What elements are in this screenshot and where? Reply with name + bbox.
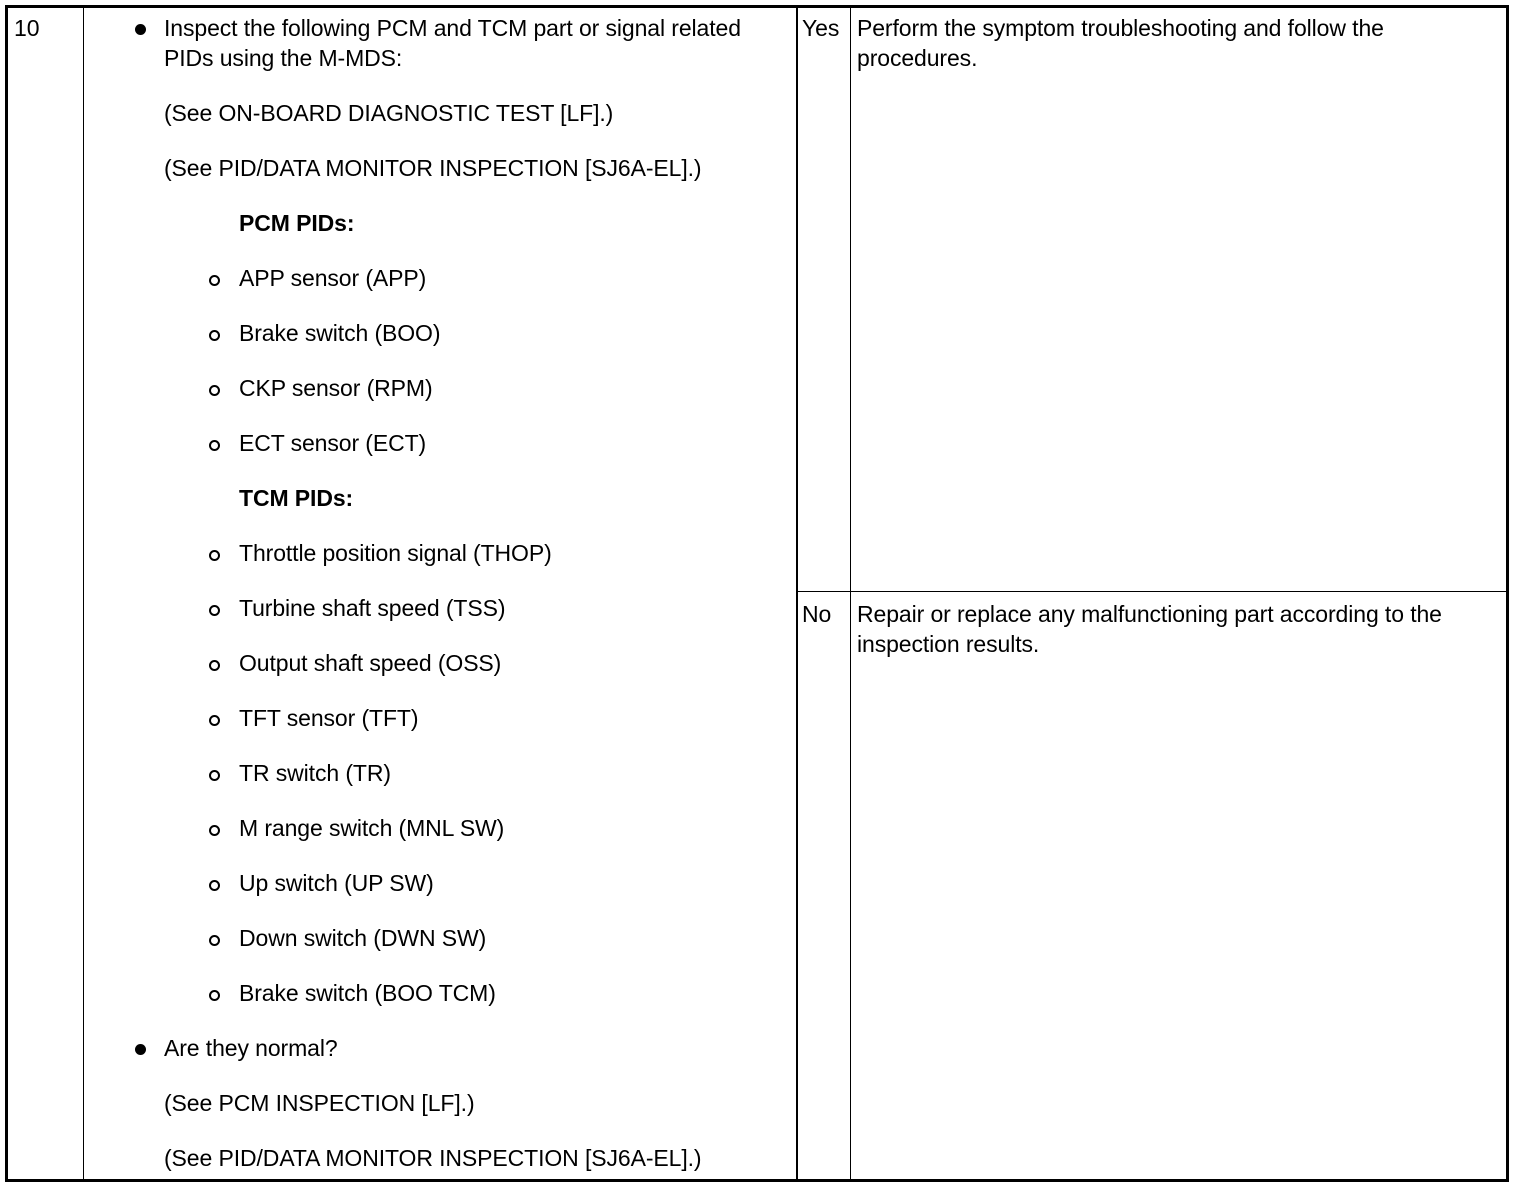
answer-yes: Yes xyxy=(802,15,840,41)
circle-bullet-icon xyxy=(209,605,220,616)
inspect-instruction: Inspect the following PCM and TCM part or signal related PIDs using the M-MDS: xyxy=(164,15,741,71)
pid-item: Up switch (UP SW) xyxy=(239,870,434,896)
diagnostic-step-table xyxy=(5,5,1509,1182)
circle-bullet-icon xyxy=(209,275,220,286)
circle-bullet-icon xyxy=(209,825,220,836)
column-divider xyxy=(796,8,798,1179)
result-row-divider xyxy=(797,591,1506,592)
circle-bullet-icon xyxy=(209,330,220,341)
step-number: 10 xyxy=(14,15,40,41)
pid-item: Brake switch (BOO) xyxy=(239,320,441,346)
column-divider xyxy=(83,8,84,1179)
tcm-pids-heading: TCM PIDs: xyxy=(239,485,354,511)
pid-item: Output shaft speed (OSS) xyxy=(239,650,502,676)
circle-bullet-icon xyxy=(209,880,220,891)
circle-bullet-icon xyxy=(209,660,220,671)
circle-bullet-icon xyxy=(209,550,220,561)
pid-item: CKP sensor (RPM) xyxy=(239,375,433,401)
pcm-pids-heading: PCM PIDs: xyxy=(239,210,355,236)
pid-item: APP sensor (APP) xyxy=(239,265,427,291)
circle-bullet-icon xyxy=(209,770,220,781)
pid-item: ECT sensor (ECT) xyxy=(239,430,427,456)
answer-no: No xyxy=(802,601,832,627)
pid-item: TR switch (TR) xyxy=(239,760,391,786)
reference-text: (See ON-BOARD DIAGNOSTIC TEST [LF].) xyxy=(164,100,614,126)
circle-bullet-icon xyxy=(209,715,220,726)
action-no: Repair or replace any malfunctioning part according to the inspection results. xyxy=(857,601,1442,657)
circle-bullet-icon xyxy=(209,385,220,396)
pid-item: Down switch (DWN SW) xyxy=(239,925,487,951)
pid-item: Brake switch (BOO TCM) xyxy=(239,980,496,1006)
question-text: Are they normal? xyxy=(164,1035,338,1061)
pid-item: M range switch (MNL SW) xyxy=(239,815,505,841)
pid-item: Throttle position signal (THOP) xyxy=(239,540,552,566)
circle-bullet-icon xyxy=(209,990,220,1001)
bullet-icon xyxy=(135,24,146,35)
reference-text: (See PID/DATA MONITOR INSPECTION [SJ6A-EL].) xyxy=(164,155,702,181)
column-divider xyxy=(850,8,851,1179)
pid-item: TFT sensor (TFT) xyxy=(239,705,419,731)
circle-bullet-icon xyxy=(209,935,220,946)
circle-bullet-icon xyxy=(209,440,220,451)
pid-item: Turbine shaft speed (TSS) xyxy=(239,595,506,621)
action-yes: Perform the symptom troubleshooting and follow the procedures. xyxy=(857,15,1384,71)
bullet-icon xyxy=(135,1044,146,1055)
reference-text: (See PCM INSPECTION [LF].) xyxy=(164,1090,475,1116)
reference-text: (See PID/DATA MONITOR INSPECTION [SJ6A-EL].) xyxy=(164,1145,702,1171)
